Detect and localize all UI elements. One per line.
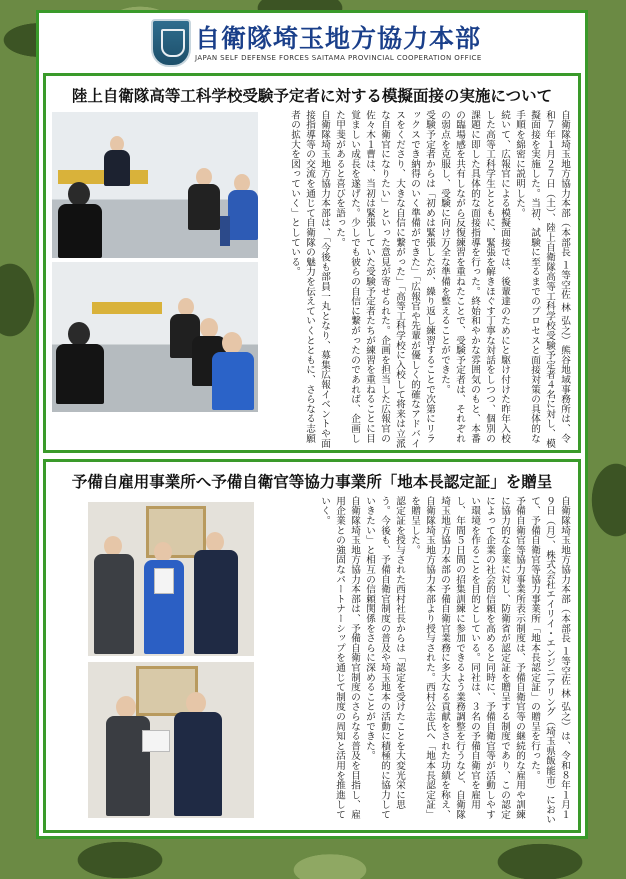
article1-paragraph: 続いて、広報官による模擬面接では、後輩達のためにと駆け付けた昨年入校した高等工科学生とともに、緊張を解きほぐす丁寧な対話をしつつ、個別の課題に即した具体的な面接指導を行った。終始和やかな雰囲気のもと、本番の臨場感を共有しながら反復練習を重ねたことで、受験予定者は、それぞれの弱点を克服し、受験に向け万全な準備を整えることができた。 <box>439 110 510 444</box>
article2-paragraph: 認定証を授与された西村社長からは「認定を受けたことを大変光栄に思う。今後も、予備自衛官制度の普及や埼玉地本の活動に積極的に協力していきたい」と相互の信頼関係をさらに深めることができた。 <box>364 496 405 820</box>
header <box>39 13 585 69</box>
article2-title: 予備自雇用事業所へ予備自衛官等協力事業所「地本長認定証」を贈呈 <box>71 473 553 491</box>
jsdf-shield-emblem-icon <box>151 19 191 67</box>
article1-paragraph: 自衛隊埼玉地方協力本部は、「今後も部員一丸となり、募集広報イベントや面接指導等の交流を通じて自衛隊の魅力を伝えていくとともに、さらなる志願者の拡大を図っていく」としている。 <box>289 110 330 449</box>
article1-title: 陸上自衛隊高等工科学校受験予定者に対する模擬面接の実施について <box>71 87 553 105</box>
newsletter-page <box>36 10 588 839</box>
article-mock-interview <box>43 73 581 453</box>
photo-mock-interview-session <box>52 262 258 412</box>
org-english-name: JAPAN SELF DEFENSE FORCES SAITAMA PROVINCIAL COOPERATION OFFICE <box>195 54 482 62</box>
article2-body <box>264 496 572 828</box>
org-name: 自衛隊埼玉地方協力本部 <box>195 24 482 53</box>
article-certificate-presentation <box>43 459 581 833</box>
article2-paragraph: 自衛隊埼玉地方協力本部（本部長 １等空佐 林 弘之）は、令和８年１月１９日（月）、株式会社エイリイ・エンジニアリング（埼玉県飯能市）において、予備自衛官等協力事業所「地本長認定証」の贈呈を行った。 <box>529 496 570 825</box>
article1-body <box>266 110 572 450</box>
article2-paragraph: 自衛隊埼玉地方協力本部は、予備自衛官制度のさらなる普及を目指し、雇用企業との強固なパートナーシップを通じて制度の周知と活用を推進していく。 <box>319 496 360 820</box>
photo-interview-room <box>52 112 258 258</box>
photo-certificate-handover <box>88 662 254 818</box>
article1-paragraph: 受験予定者からは「初めは緊張したが、繰り返し練習することで次第にリラックスでき納得のいく準備ができた」「広報官や先輩が優しく的確なアドバイスをくださり、大きな自信に繋がった」「高等工科学校に入校して将来は立派な自衛官になりたい」といった意見が寄せられた。企画を担当した広報官の佐々木１曹は、当初は緊張していた受験予定者たちが練習を重ねることに目覚ましい成長を遂げた。少しでも彼らの自信に繋がったのであれば、企画した甲斐があると喜びを語った。 <box>334 110 435 449</box>
photo-certificate-group <box>88 502 254 656</box>
article2-paragraph: 予備自衛官等協力事業所表示制度は、予備自衛官等の継続的な雇用や訓練に協力的な企業に対し、防衛省が認定証を贈呈する制度であり、この認定によって企業の社会的信頼を高めると同時に、予備自衛官等が活動しやすい環境を作ることを目的としている。同社は、３名の予備自衛官を雇用し、年間５日間の招集訓練に参加できるよう業務調整を行うなど、自衛隊埼玉地方協力本部の予備自衛官業務に多大なる貢献をされた功績を称え、自衛隊埼玉地方協力本部より授与された。西村公志氏へ「地本長認定証」を贈呈した。 <box>409 496 525 820</box>
article1-paragraph: 自衛隊埼玉地方協力本部（本部長 １等空佐 林 弘之）熊谷地域事務所は、令和７年１月２７日（土）、陸上自衛隊高等工科学校受験予定者４名に対し、模擬面接を実施した。当初、試験に至るまでのプロセスと面接対策の具体的な手順を綿密に説明した。 <box>514 110 570 449</box>
